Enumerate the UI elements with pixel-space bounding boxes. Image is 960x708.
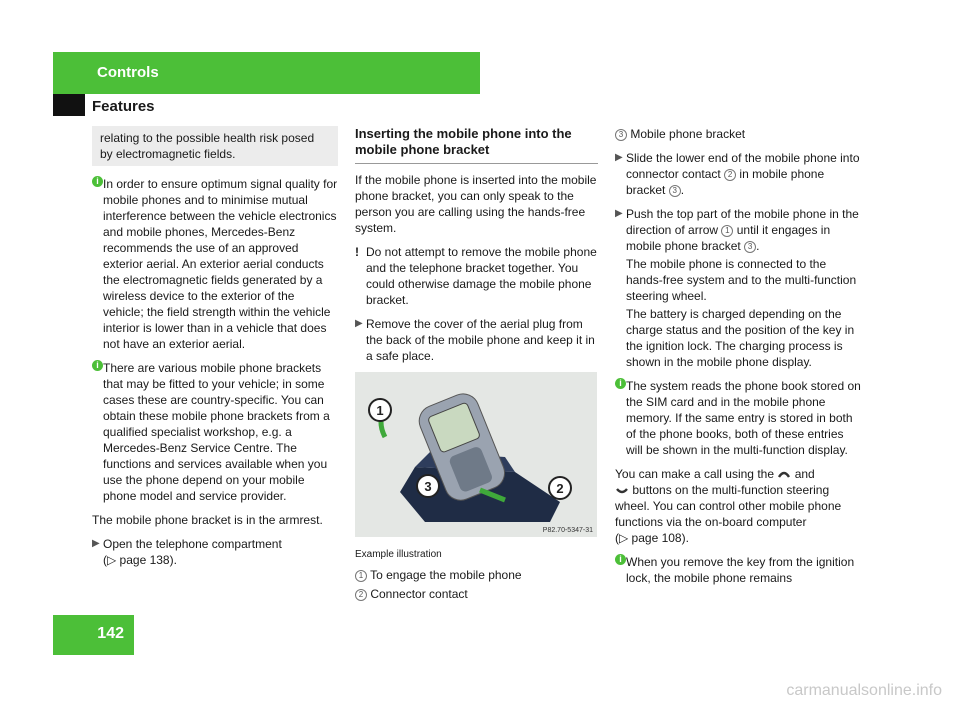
info-note: i The system reads the phone book stored on the SIM card and in the mobile phone memory. If the same entry is stored in both of the phone books, both of these entries will be shown in the multi-function display. xyxy=(615,378,862,458)
call-text: You can make a call using the and buttons on the multi-function steering wheel. You can control other mobile phone functions via the on-board computer (▷ page 108). xyxy=(615,467,842,545)
step-item: ▶ Open the telephone compartment (▷ page 138). xyxy=(92,537,282,567)
arrow-icon: ▶ xyxy=(355,318,363,329)
step-item: ▶ Slide the lower end of the mobile phone into connector contact 2 in mobile phone bracket 3 . xyxy=(615,151,860,197)
callout-number: 3 xyxy=(744,241,756,253)
warning-continuation: relating to the possible health risk posed by electromagnetic fields. xyxy=(92,126,338,166)
legend-item: 3 Mobile phone bracket xyxy=(615,126,862,142)
column-1 xyxy=(92,126,338,576)
warning-icon: ! xyxy=(355,245,359,259)
section-heading: Inserting the mobile phone into the mobile phone bracket xyxy=(355,126,598,164)
arrow-icon: ▶ xyxy=(615,208,623,219)
info-icon: i xyxy=(92,176,103,187)
svg-text:1: 1 xyxy=(376,403,384,418)
image-caption: Example illustration xyxy=(355,549,442,560)
svg-text:2: 2 xyxy=(556,481,564,496)
watermark: carmanualsonline.info xyxy=(786,682,942,699)
column-3 xyxy=(615,126,862,594)
info-note: i There are various mobile phone brackets that may be fitted to your vehicle; in some cases these are country-specific. You can obtain these mobile phone brackets from a qualified specialist workshop, e.g. a Mercedes-Benz Service Centre. The functions and services available when you use the phone depend on your mobile phone model and service provider. xyxy=(92,360,338,504)
armrest-text: The mobile phone bracket is in the armrest. xyxy=(92,513,323,527)
phone-pickup-icon xyxy=(777,468,791,480)
callout-number: 3 xyxy=(669,185,681,197)
arrow-icon: ▶ xyxy=(92,538,100,549)
phone-hangup-icon xyxy=(615,484,629,496)
page-number-box xyxy=(53,615,134,655)
subsection-marker xyxy=(53,94,85,116)
image-code: P82.70-5347-31 xyxy=(542,527,593,534)
info-note: i In order to ensure optimum signal quality for mobile phones and to minimise mutual interference between the vehicle electronics and mobile phones, Mercedes-Benz recommends the use of an approved exterior aerial. An exterior aerial conducts the electromagnetic fields generated by a wireless device to the exterior of the vehicle; the field strength within the vehicle interior is lower than in a vehicle that does not have an exterior aerial. xyxy=(92,176,338,352)
intro-text: If the mobile phone is inserted into the mobile phone bracket, you can only speak to the person you are calling using the hands-free system. xyxy=(355,173,597,235)
page-number: 142 xyxy=(97,625,124,642)
callout-number: 2 xyxy=(355,589,367,601)
arrow-icon: ▶ xyxy=(615,152,623,163)
phone-illustration-icon xyxy=(355,372,597,537)
callout-number: 2 xyxy=(724,169,736,181)
result-text: The mobile phone is connected to the hands-free system and to the multi-function steering wheel. xyxy=(626,257,857,303)
callout-number: 1 xyxy=(721,225,733,237)
section-header-bar xyxy=(53,52,480,94)
callout-number: 1 xyxy=(355,570,367,582)
page-reference[interactable]: (▷ page 138). xyxy=(103,553,177,567)
step-item: ▶ Push the top part of the mobile phone in the direction of arrow 1 until it engages in mobile phone bracket 3 . xyxy=(615,207,859,253)
phone-bracket-illustration xyxy=(355,372,597,537)
legend-item: 2 Connector contact xyxy=(355,586,598,602)
column-2 xyxy=(355,126,598,610)
subsection-title: Features xyxy=(92,98,155,115)
section-title: Controls xyxy=(97,64,159,81)
page-reference[interactable]: (▷ page 108). xyxy=(615,531,689,545)
warning-note: ! Do not attempt to remove the mobile phone and the telephone bracket together. You could otherwise damage the mobile phone bracket. xyxy=(355,245,597,307)
info-note: i When you remove the key from the ignition lock, the mobile phone remains xyxy=(615,554,862,586)
step-item: ▶ Remove the cover of the aerial plug from the back of the mobile phone and keep it in a safe place. xyxy=(355,317,595,363)
callout-number: 3 xyxy=(615,129,627,141)
info-icon: i xyxy=(615,554,626,565)
legend-item: 1 To engage the mobile phone xyxy=(355,567,598,583)
svg-text:3: 3 xyxy=(424,479,432,494)
info-icon: i xyxy=(92,360,103,371)
info-icon: i xyxy=(615,378,626,389)
result-text: The battery is charged depending on the charge status and the position of the key in the ignition lock. The charging process is shown in the mobile phone display. xyxy=(626,307,855,369)
